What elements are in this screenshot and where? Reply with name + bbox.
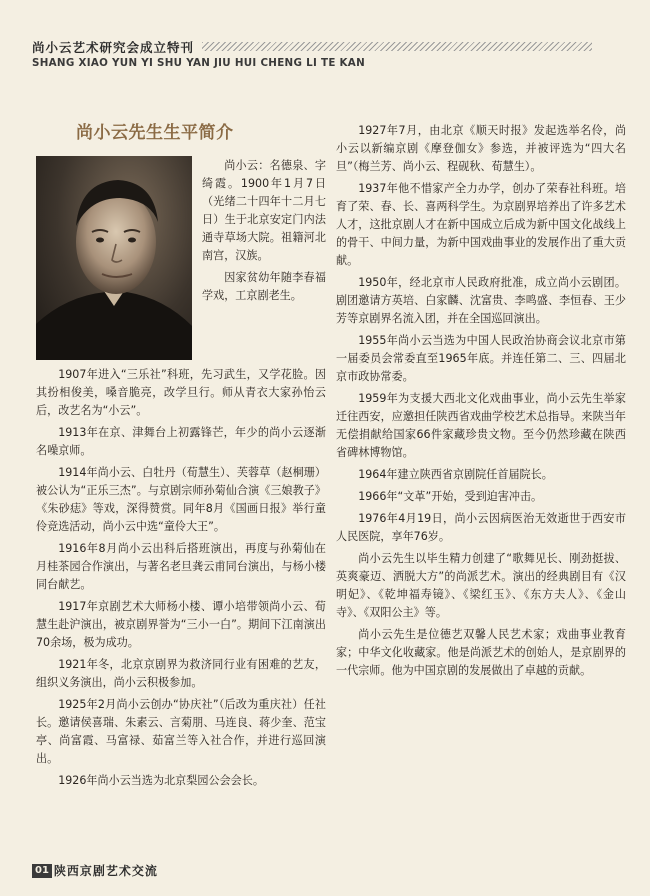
page-header [32, 36, 622, 69]
body-paragraph: 1907年进入“三乐社”科班，先习武生，又学花脸。因其扮相俊美，嗓音脆亮，改学旦行。师从青衣大家孙怡云后，改艺名为“小云”。 [36, 368, 326, 417]
body-paragraph: 1959年为支援大西北文化戏曲事业，尚小云先生举家迁往西安，应邀担任陕西省戏曲学校艺术总指导。来陕当年无偿捐献给国家66件家藏珍贵文物。至今仍然珍藏在陕西省碑林博物馆。 [336, 392, 626, 459]
page-footer [32, 860, 158, 876]
body-paragraph: 尚小云先生以毕生精力创建了“歌舞见长、刚劲挺拔、英爽豪迈、洒脱大方”的尚派艺术。演出的经典剧目有《汉明妃》、《乾坤福寿镜》、《梁红玉》、《东方夫人》、《金山寺》、《双阳公主》等。 [336, 552, 626, 619]
header-title: 尚小云艺术研究会成立特刊 [32, 39, 195, 55]
header-hatch-decoration [202, 42, 592, 51]
body-paragraph: 1927年7月，由北京《顺天时报》发起选举名伶，尚小云以新编京剧《摩登伽女》参选，并被评选为“四大名旦”（梅兰芳、尚小云、程砚秋、荀慧生）。 [336, 124, 626, 173]
body-paragraph: 1921年冬，北京京剧界为救济同行业有困难的艺友，组织义务演出，尚小云积极参加。 [36, 658, 326, 689]
body-paragraph: 1917年京剧艺术大师杨小楼、谭小培带领尚小云、荀慧生赴沪演出，被京剧界誉为“三小一白”。期间下江南演出70余场，极为成功。 [36, 600, 326, 649]
intro-paragraph: 因家贫幼年随李春福学戏，工京剧老生。 [202, 271, 326, 302]
body-paragraph: 1914年尚小云、白牡丹（荀慧生）、芙蓉草（赵桐珊）被公认为“正乐三杰”。与京剧宗师孙菊仙合演《三娘教子》《朱砂痣》等戏，深得赞赏。同年8月《国画日报》举行童伶竞选活动，尚小云中选“童伶大王”。 [36, 466, 326, 533]
left-column [36, 366, 326, 794]
body-paragraph: 1925年2月尚小云创办“协庆社”（后改为重庆社）任社长。邀请侯喜瑞、朱素云、言菊朋、马连良、蒋少奎、范宝亭、尚富霞、马富禄、茹富兰等入社合作，并进行巡回演出。 [36, 698, 326, 765]
portrait-photo [36, 156, 192, 360]
right-column [336, 122, 626, 684]
body-paragraph: 1955年尚小云当选为中国人民政治协商会议北京市第一届委员会常委直至1965年底。并连任第二、三、四届北京市政协常委。 [336, 334, 626, 383]
intro-column [202, 157, 326, 309]
body-paragraph: 1926年尚小云当选为北京梨园公会会长。 [58, 774, 264, 787]
body-paragraph: 1916年8月尚小云出科后搭班演出，再度与孙菊仙在月桂茶园合作演出，与著名老旦龚云甫同台演出，与杨小楼同台献艺。 [36, 542, 326, 591]
header-subtitle: SHANG XIAO YUN YI SHU YAN JIU HUI CHENG LI TE KAN [32, 56, 365, 69]
body-paragraph: 1966年“文革”开始，受到迫害冲击。 [358, 490, 543, 503]
portrait-illustration [36, 156, 192, 360]
body-paragraph: 1964年建立陕西省京剧院任首届院长。 [358, 468, 553, 481]
body-paragraph: 1976年4月19日，尚小云因病医治无效逝世于西安市人民医院，享年76岁。 [336, 512, 626, 543]
body-paragraph: 1937年他不惜家产全力办学，创办了荣春社科班。培育了荣、春、长、喜两科学生。为京剧界培养出了许多艺术人才，这批京剧人才在新中国成立后成为新中国文化战线上的骨干、中间力量，为新中国戏曲事业的发展作出了重大贡献。 [336, 182, 626, 267]
article-title: 尚小云先生生平简介 [76, 123, 234, 143]
page-number: 01 [32, 864, 52, 878]
intro-paragraph: 尚小云：名德泉、字绮霞。1900年1月7日（光绪二十四年十二月七日）生于北京安定门内法通寺草场大院。祖籍河北南宫，汉族。 [202, 159, 326, 262]
body-paragraph: 1913年在京、津舞台上初露锋芒，年少的尚小云逐渐名噪京师。 [36, 426, 326, 457]
publication-name: 陕西京剧艺术交流 [53, 864, 158, 878]
body-paragraph: 1950年，经北京市人民政府批准，成立尚小云剧团。剧团邀请方英培、白家麟、沈富贵、李鸣盛、李恒春、王少芳等京剧界名流入团，并在全国巡回演出。 [336, 276, 626, 325]
body-paragraph: 尚小云先生是位德艺双馨人民艺术家；戏曲事业教育家；中华文化收藏家。他是尚派艺术的创始人，是京剧界的一代宗师。他为中国京剧的发展做出了卓越的贡献。 [336, 628, 626, 677]
